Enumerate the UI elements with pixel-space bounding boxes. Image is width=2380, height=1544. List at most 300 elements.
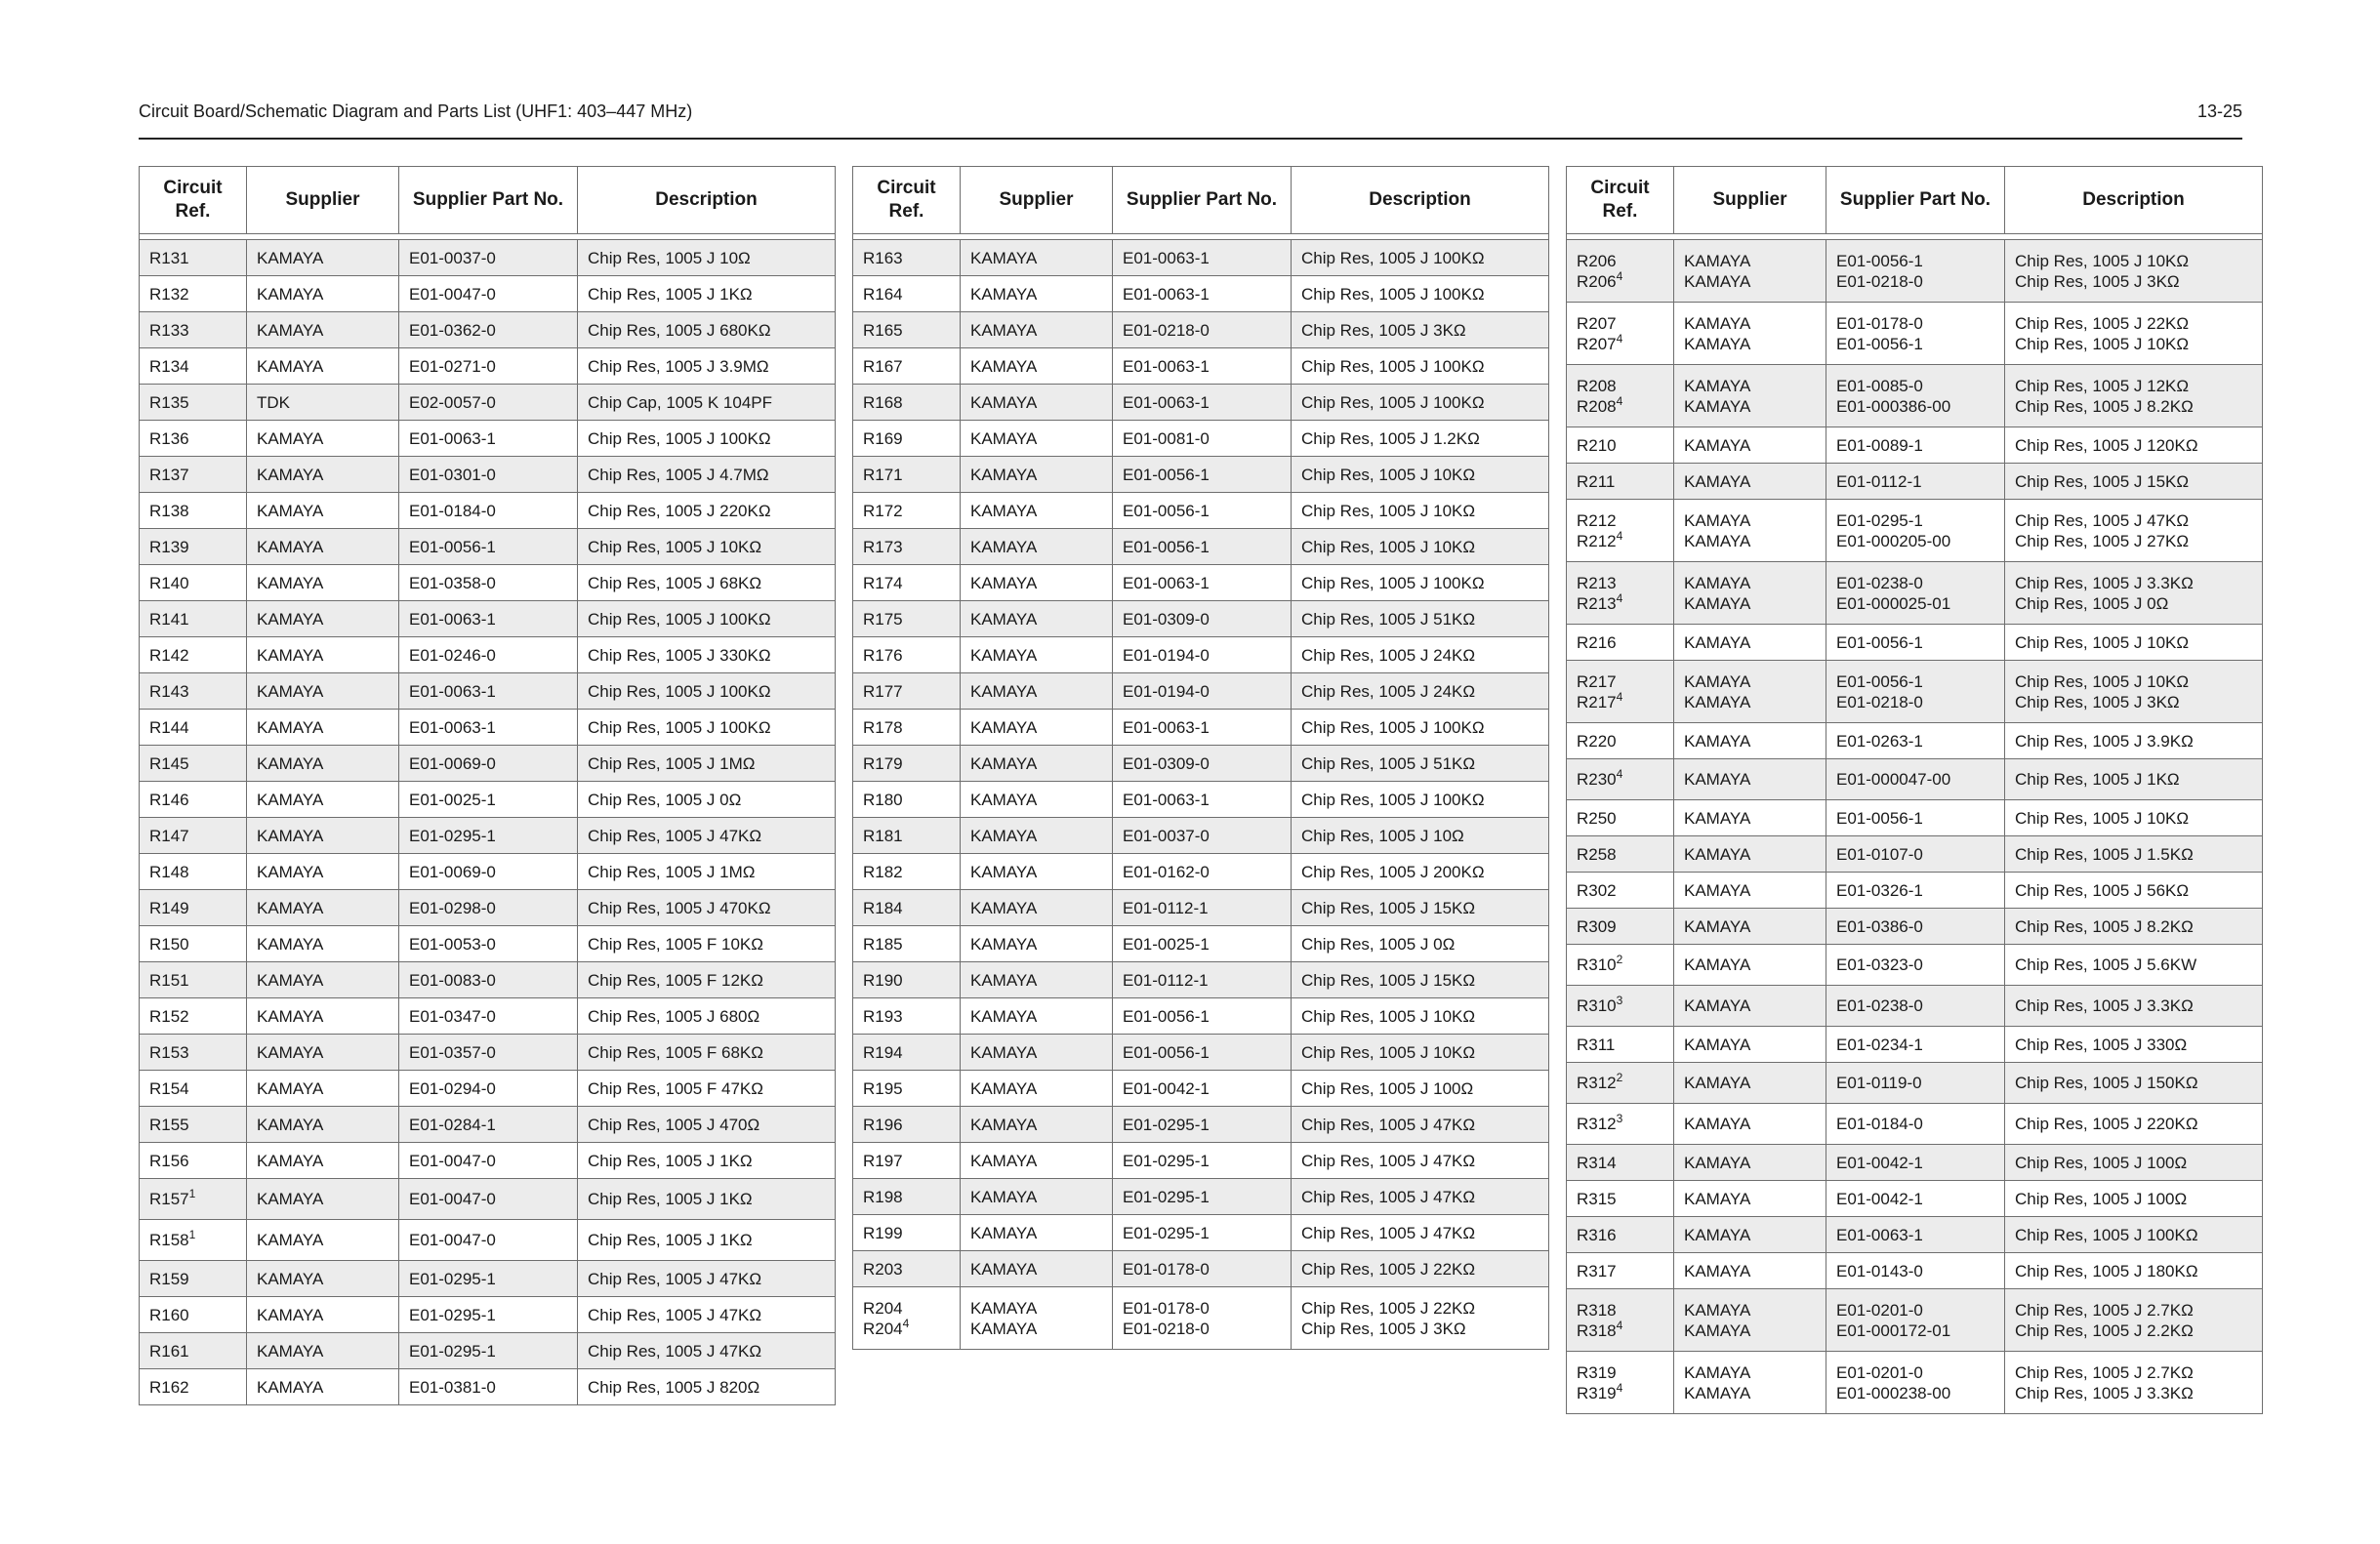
circuit-ref: R147 — [149, 826, 189, 845]
supplier-cell — [247, 1071, 399, 1107]
circuit-ref: R204 — [863, 1319, 903, 1338]
supplier-name: KAMAYA — [1684, 471, 1751, 491]
circuit-ref-cell — [140, 529, 247, 565]
description: Chip Res, 1005 J 100KΩ — [1301, 356, 1485, 376]
part-number: E01-0042-1 — [1123, 1078, 1210, 1098]
part-number: E01-0047-0 — [409, 1231, 496, 1249]
supplier-cell — [1674, 945, 1826, 986]
circuit-ref: R133 — [149, 320, 189, 340]
circuit-ref-cell — [140, 1143, 247, 1179]
part-number-cell — [399, 529, 578, 565]
part-number: E01-0056-1 — [1123, 1042, 1210, 1062]
description-cell — [1292, 1143, 1549, 1179]
circuit-ref: R199 — [863, 1223, 903, 1242]
circuit-ref-line — [863, 428, 950, 449]
part-number: E01-0037-0 — [409, 248, 496, 267]
description: Chip Res, 1005 J 1KΩ — [588, 1231, 753, 1249]
circuit-ref: R206 — [1577, 251, 1617, 270]
description: Chip Res, 1005 J 100KΩ — [588, 428, 771, 448]
part-number-cell — [399, 818, 578, 854]
supplier-name: KAMAYA — [970, 1298, 1038, 1318]
description: Chip Res, 1005 F 47KΩ — [588, 1078, 763, 1098]
supplier-name: KAMAYA — [257, 1231, 324, 1249]
description-cell — [1292, 312, 1549, 348]
part-number: E01-0218-0 — [1123, 320, 1210, 340]
circuit-ref-line — [863, 1259, 950, 1280]
table-row — [853, 818, 1549, 854]
circuit-ref: R168 — [863, 392, 903, 412]
description-cell — [2005, 240, 2263, 303]
description: Chip Res, 1005 J 100KΩ — [1301, 573, 1485, 592]
description-cell — [2005, 1352, 2263, 1414]
supplier-cell — [247, 1179, 399, 1220]
supplier-name: KAMAYA — [970, 934, 1038, 954]
circuit-ref-line — [149, 645, 236, 666]
description-cell — [578, 1143, 836, 1179]
supplier-name: KAMAYA — [257, 573, 324, 592]
part-number-cell — [1826, 909, 2005, 945]
header-description: Description — [1292, 167, 1549, 234]
supplier-name: KAMAYA — [257, 320, 324, 340]
part-number-cell — [1826, 723, 2005, 759]
supplier-name: KAMAYA — [1684, 1035, 1751, 1054]
supplier-cell — [961, 312, 1113, 348]
table-row — [1567, 625, 2263, 661]
circuit-ref-line — [1577, 251, 1663, 271]
circuit-ref: R169 — [863, 428, 903, 448]
footnote-mark: 1 — [188, 1187, 196, 1200]
description-cell — [1292, 1251, 1549, 1287]
circuit-ref-line — [1577, 313, 1663, 334]
circuit-ref-line — [1577, 1114, 1663, 1134]
circuit-ref: R157 — [149, 1190, 189, 1208]
circuit-ref-line — [1577, 1261, 1663, 1281]
part-number: E01-0089-1 — [1836, 435, 1923, 455]
table-row — [853, 962, 1549, 998]
supplier-name: KAMAYA — [970, 1006, 1038, 1026]
supplier-name: KAMAYA — [1684, 510, 1751, 530]
part-number: E01-0025-1 — [409, 790, 496, 809]
table-row — [1567, 759, 2263, 800]
description-cell — [578, 998, 836, 1035]
circuit-ref-line — [1577, 844, 1663, 865]
part-number: E01-0295-1 — [409, 1305, 496, 1324]
circuit-ref-cell — [140, 746, 247, 782]
supplier-cell — [247, 818, 399, 854]
part-number: E01-0295-1 — [1123, 1115, 1210, 1134]
supplier-name: KAMAYA — [970, 537, 1038, 556]
circuit-ref-line — [149, 1269, 236, 1289]
circuit-ref-cell — [140, 854, 247, 890]
supplier-name: KAMAYA — [1684, 1115, 1751, 1133]
circuit-ref-cell — [140, 1261, 247, 1297]
circuit-ref-line — [149, 970, 236, 991]
part-number: E01-0386-0 — [1836, 916, 1923, 936]
description-cell — [2005, 1289, 2263, 1352]
supplier-name: KAMAYA — [1684, 435, 1751, 455]
part-number-cell — [399, 1297, 578, 1333]
part-number: E01-0309-0 — [1123, 609, 1210, 629]
circuit-ref-line — [1577, 1225, 1663, 1245]
supplier-name: KAMAYA — [970, 392, 1038, 412]
supplier-name: KAMAYA — [257, 1006, 324, 1026]
part-number: E01-0047-0 — [409, 284, 496, 304]
circuit-ref-line — [863, 392, 950, 413]
part-number-cell — [1113, 421, 1292, 457]
part-number-cell — [1113, 348, 1292, 385]
table-row — [140, 818, 836, 854]
table-row — [853, 746, 1549, 782]
supplier-cell — [1674, 625, 1826, 661]
supplier-cell — [247, 1333, 399, 1369]
description-cell — [578, 1035, 836, 1071]
supplier-name: KAMAYA — [1684, 1362, 1751, 1382]
supplier-name: KAMAYA — [970, 1151, 1038, 1170]
part-number-cell — [1113, 565, 1292, 601]
circuit-ref-cell — [853, 457, 961, 493]
part-number: E01-0081-0 — [1123, 428, 1210, 448]
description: Chip Res, 1005 J 680Ω — [588, 1006, 760, 1026]
supplier-name: KAMAYA — [970, 1223, 1038, 1242]
circuit-ref: R159 — [149, 1269, 189, 1288]
table-row — [140, 673, 836, 710]
circuit-ref-line — [149, 862, 236, 882]
description: Chip Res, 1005 J 47KΩ — [1301, 1223, 1476, 1242]
supplier-cell — [961, 818, 1113, 854]
part-number: E01-0178-0 — [1836, 313, 1923, 333]
circuit-ref-line — [1577, 1035, 1663, 1055]
supplier-cell — [247, 385, 399, 421]
circuit-ref-line — [863, 1115, 950, 1135]
circuit-ref: R204 — [863, 1298, 903, 1318]
description-cell — [578, 1297, 836, 1333]
circuit-ref-line — [149, 501, 236, 521]
table-row — [140, 1179, 836, 1220]
circuit-ref: R212 — [1577, 531, 1617, 550]
footnote-mark: 2 — [1616, 1071, 1623, 1084]
description: Chip Res, 1005 J 12KΩ — [2015, 376, 2190, 395]
supplier-cell — [247, 673, 399, 710]
description-cell — [2005, 562, 2263, 625]
part-number: E01-0218-0 — [1836, 271, 1923, 291]
circuit-ref: R176 — [863, 645, 903, 665]
circuit-ref: R143 — [149, 681, 189, 701]
circuit-ref: R190 — [863, 970, 903, 990]
description-cell — [578, 962, 836, 998]
table-row — [853, 1215, 1549, 1251]
part-number-cell — [1826, 1352, 2005, 1414]
circuit-ref-cell — [140, 637, 247, 673]
header-circuit-ref: Circuit Ref. — [140, 167, 247, 234]
part-number-cell — [1113, 782, 1292, 818]
supplier-cell — [961, 710, 1113, 746]
description-cell — [578, 1261, 836, 1297]
description-cell — [578, 348, 836, 385]
table-row — [853, 710, 1549, 746]
part-number: E01-000386-00 — [1836, 396, 1951, 416]
header-supplier-part-no: Supplier Part No. — [399, 167, 578, 234]
supplier-name: KAMAYA — [257, 1269, 324, 1288]
circuit-ref: R135 — [149, 392, 189, 412]
description-cell — [2005, 723, 2263, 759]
circuit-ref-cell — [140, 710, 247, 746]
supplier-name: KAMAYA — [1684, 632, 1751, 652]
circuit-ref-cell — [1567, 500, 1674, 562]
table-row — [1567, 1063, 2263, 1104]
part-number-cell — [1826, 240, 2005, 303]
circuit-ref-cell — [140, 240, 247, 276]
supplier-name: KAMAYA — [1684, 531, 1751, 550]
part-number-cell — [399, 1179, 578, 1220]
circuit-ref: R302 — [1577, 880, 1617, 900]
supplier-cell — [247, 529, 399, 565]
description-cell — [1292, 1215, 1549, 1251]
supplier-name: KAMAYA — [1684, 376, 1751, 395]
supplier-name: KAMAYA — [1684, 1153, 1751, 1172]
circuit-ref: R171 — [863, 465, 903, 484]
supplier-cell — [1674, 464, 1826, 500]
supplier-name: KAMAYA — [257, 609, 324, 629]
circuit-ref: R150 — [149, 934, 189, 954]
supplier-name: KAMAYA — [257, 428, 324, 448]
circuit-ref-line — [1577, 376, 1663, 396]
description: Chip Res, 1005 J 2.2KΩ — [2015, 1321, 2194, 1340]
circuit-ref-cell — [1567, 1253, 1674, 1289]
part-number: E01-0107-0 — [1836, 844, 1923, 864]
supplier-name: KAMAYA — [257, 1377, 324, 1397]
circuit-ref-cell — [1567, 1289, 1674, 1352]
description: Chip Cap, 1005 K 104PF — [588, 392, 773, 412]
description: Chip Res, 1005 J 10KΩ — [1301, 1042, 1476, 1062]
part-number-cell — [1113, 1071, 1292, 1107]
part-number-cell — [1826, 1145, 2005, 1181]
part-number-cell — [1113, 1179, 1292, 1215]
circuit-ref-line — [863, 609, 950, 630]
supplier-cell — [1674, 661, 1826, 723]
description-cell — [578, 746, 836, 782]
description: Chip Res, 1005 J 8.2KΩ — [2015, 916, 2194, 936]
table-row — [853, 998, 1549, 1035]
supplier-cell — [247, 1220, 399, 1261]
part-number: E01-0112-1 — [1123, 898, 1209, 917]
supplier-cell — [247, 926, 399, 962]
description: Chip Res, 1005 J 680KΩ — [588, 320, 771, 340]
circuit-ref: R137 — [149, 465, 189, 484]
supplier-name: KAMAYA — [1684, 313, 1751, 333]
description: Chip Res, 1005 J 100KΩ — [588, 609, 771, 629]
part-number-cell — [1826, 625, 2005, 661]
circuit-ref-line — [1577, 590, 1663, 614]
table-head — [853, 167, 1549, 240]
circuit-ref: R154 — [149, 1078, 189, 1098]
table-row — [140, 854, 836, 890]
part-number-cell — [1826, 1181, 2005, 1217]
supplier-name: KAMAYA — [970, 717, 1038, 737]
circuit-ref: R160 — [149, 1305, 189, 1324]
description: Chip Res, 1005 J 2.7KΩ — [2015, 1362, 2194, 1382]
circuit-ref: R173 — [863, 537, 903, 556]
supplier-cell — [961, 1107, 1113, 1143]
supplier-cell — [961, 276, 1113, 312]
part-number-cell — [1826, 1217, 2005, 1253]
part-number-cell — [399, 962, 578, 998]
supplier-cell — [1674, 427, 1826, 464]
part-number-cell — [399, 565, 578, 601]
part-number: E01-0056-1 — [1836, 632, 1923, 652]
circuit-ref-line — [149, 537, 236, 557]
description-cell — [578, 926, 836, 962]
table-row — [853, 1287, 1549, 1350]
supplier-name: KAMAYA — [970, 501, 1038, 520]
table-row — [1567, 1352, 2263, 1414]
circuit-ref: R142 — [149, 645, 189, 665]
part-number-cell — [399, 312, 578, 348]
part-number: E01-0246-0 — [409, 645, 496, 665]
circuit-ref: R311 — [1577, 1035, 1616, 1054]
circuit-ref: R207 — [1577, 334, 1617, 353]
supplier-name: KAMAYA — [257, 537, 324, 556]
description-cell — [578, 421, 836, 457]
supplier-cell — [1674, 759, 1826, 800]
table-row — [140, 457, 836, 493]
supplier-name: KAMAYA — [257, 356, 324, 376]
part-number-cell — [1826, 303, 2005, 365]
circuit-ref-line — [863, 681, 950, 702]
circuit-ref-line — [149, 1189, 236, 1209]
part-number-cell — [1113, 926, 1292, 962]
part-number-cell — [1113, 673, 1292, 710]
circuit-ref: R203 — [863, 1259, 903, 1279]
description: Chip Res, 1005 F 68KΩ — [588, 1042, 763, 1062]
circuit-ref-line — [863, 537, 950, 557]
part-number-cell — [399, 493, 578, 529]
circuit-ref-line — [149, 898, 236, 918]
description: Chip Res, 1005 J 3.3KΩ — [2015, 1383, 2194, 1402]
description: Chip Res, 1005 J 4.7MΩ — [588, 465, 769, 484]
description: Chip Res, 1005 J 47KΩ — [588, 826, 762, 845]
description: Chip Res, 1005 J 3.9KΩ — [2015, 731, 2194, 751]
part-number: E01-0323-0 — [1836, 955, 1923, 974]
part-number-cell — [399, 276, 578, 312]
supplier-cell — [247, 457, 399, 493]
circuit-ref: R158 — [149, 1231, 189, 1249]
supplier-cell — [247, 240, 399, 276]
part-number: E01-0201-0 — [1836, 1300, 1923, 1320]
circuit-ref-cell — [1567, 1063, 1674, 1104]
part-number: E01-0238-0 — [1836, 573, 1923, 592]
table-row — [140, 1143, 836, 1179]
description-cell — [2005, 1145, 2263, 1181]
supplier-name: KAMAYA — [970, 681, 1038, 701]
description: Chip Res, 1005 J 15KΩ — [2015, 471, 2190, 491]
supplier-cell — [247, 854, 399, 890]
description: Chip Res, 1005 J 100KΩ — [1301, 717, 1485, 737]
supplier-cell — [961, 962, 1113, 998]
supplier-name: KAMAYA — [1684, 1074, 1751, 1092]
circuit-ref-line — [863, 248, 950, 268]
part-number-cell — [1826, 759, 2005, 800]
description-cell — [578, 312, 836, 348]
supplier-name: KAMAYA — [970, 428, 1038, 448]
circuit-ref: R165 — [863, 320, 903, 340]
part-number-cell — [1113, 746, 1292, 782]
part-number: E01-0295-1 — [409, 1269, 496, 1288]
part-number-cell — [399, 1333, 578, 1369]
part-number: E01-0053-0 — [409, 934, 496, 954]
supplier-cell — [247, 962, 399, 998]
table-row — [1567, 562, 2263, 625]
circuit-ref-cell — [1567, 365, 1674, 427]
supplier-name: KAMAYA — [970, 1115, 1038, 1134]
circuit-ref-line — [863, 1316, 950, 1339]
supplier-name: KAMAYA — [257, 501, 324, 520]
supplier-name: KAMAYA — [257, 717, 324, 737]
part-number: E01-0063-1 — [1123, 717, 1210, 737]
circuit-ref-line — [1577, 510, 1663, 531]
description-cell — [578, 385, 836, 421]
table-row — [140, 1261, 836, 1297]
description: Chip Res, 1005 J 820Ω — [588, 1377, 760, 1397]
description-cell — [1292, 1287, 1549, 1350]
part-number-cell — [399, 637, 578, 673]
part-number: E01-0056-1 — [1836, 334, 1923, 353]
description-cell — [2005, 836, 2263, 873]
part-number-cell — [1826, 427, 2005, 464]
description: Chip Res, 1005 J 22KΩ — [1301, 1298, 1476, 1318]
footnote-mark: 4 — [1616, 590, 1623, 605]
circuit-ref-cell — [1567, 800, 1674, 836]
supplier-cell — [247, 348, 399, 385]
description: Chip Res, 1005 J 330KΩ — [588, 645, 771, 665]
circuit-ref: R318 — [1577, 1300, 1617, 1320]
part-number-cell — [1113, 637, 1292, 673]
circuit-ref-line — [149, 573, 236, 593]
circuit-ref-cell — [1567, 1181, 1674, 1217]
supplier-name: KAMAYA — [1684, 334, 1751, 353]
circuit-ref-cell — [1567, 759, 1674, 800]
description: Chip Res, 1005 J 220KΩ — [2015, 1115, 2198, 1133]
description: Chip Res, 1005 J 10KΩ — [1301, 465, 1476, 484]
description-cell — [2005, 945, 2263, 986]
circuit-ref-cell — [853, 710, 961, 746]
footnote-mark: 1 — [188, 1228, 196, 1241]
circuit-ref-line — [863, 501, 950, 521]
description: Chip Res, 1005 J 24KΩ — [1301, 645, 1476, 665]
description: Chip Res, 1005 J 0Ω — [1301, 934, 1456, 954]
circuit-ref: R141 — [149, 609, 189, 629]
circuit-ref-line — [863, 1078, 950, 1099]
circuit-ref: R152 — [149, 1006, 189, 1026]
part-number: E01-0085-0 — [1836, 376, 1923, 395]
part-number-cell — [399, 348, 578, 385]
header-circuit-ref: Circuit Ref. — [853, 167, 961, 234]
footnote-mark: 2 — [1616, 953, 1623, 966]
supplier-cell — [961, 673, 1113, 710]
description-cell — [2005, 1063, 2263, 1104]
description: Chip Res, 1005 J 47KΩ — [1301, 1187, 1476, 1206]
description: Chip Res, 1005 J 3KΩ — [2015, 692, 2180, 711]
table-row — [1567, 661, 2263, 723]
table-head — [140, 167, 836, 240]
header-supplier: Supplier — [1674, 167, 1826, 234]
table-row — [140, 1035, 836, 1071]
description-cell — [578, 493, 836, 529]
part-number: E01-0184-0 — [1836, 1115, 1923, 1133]
circuit-ref-line — [863, 1042, 950, 1063]
part-number: E01-000025-01 — [1836, 593, 1951, 613]
table-row — [1567, 1253, 2263, 1289]
description-cell — [2005, 1253, 2263, 1289]
